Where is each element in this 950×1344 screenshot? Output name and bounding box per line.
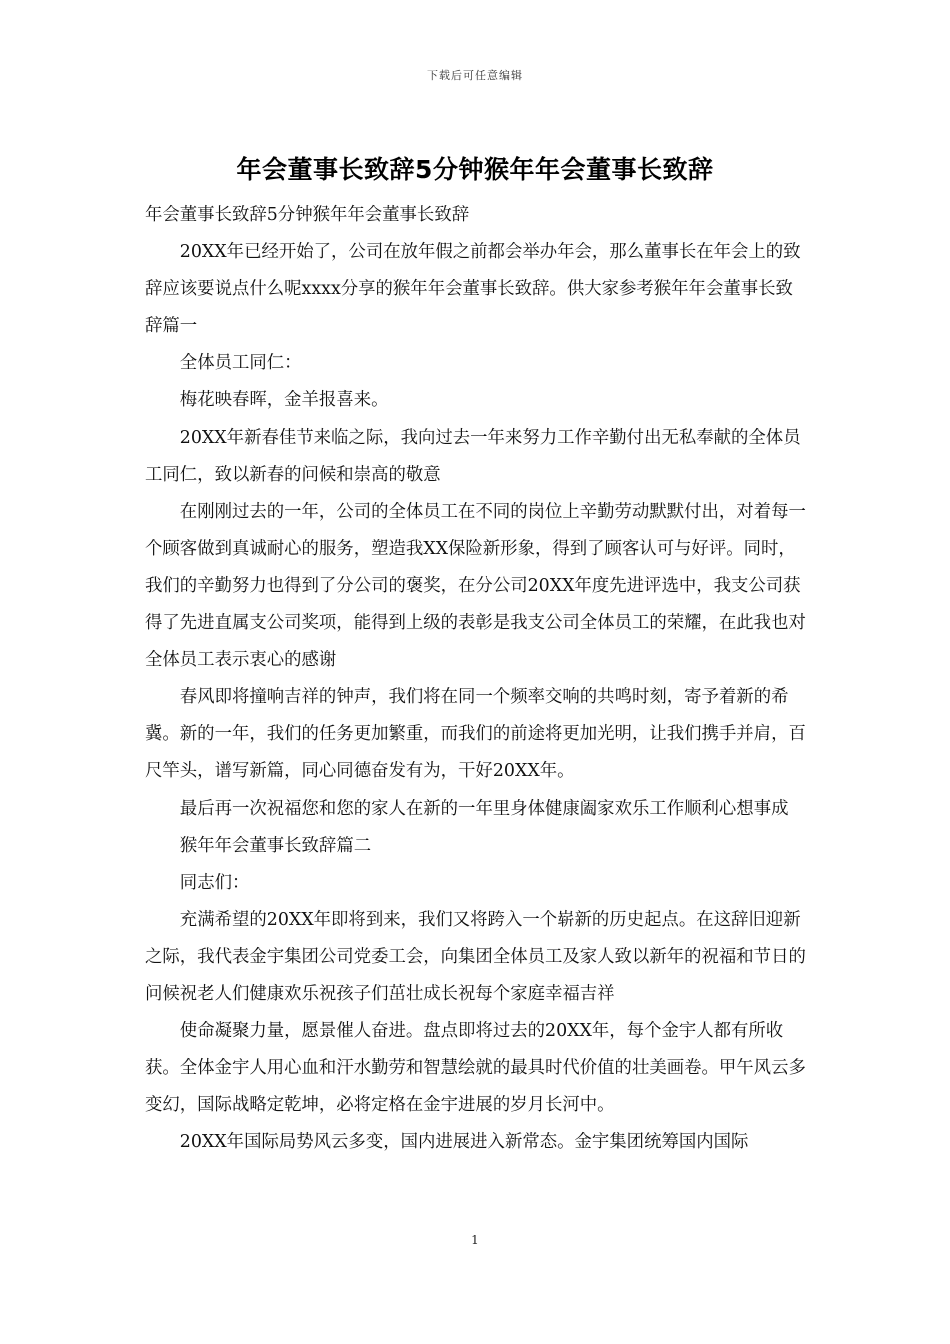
body-paragraph: 充满希望的20XX年即将到来，我们又将跨入一个崭新的历史起点。在这辞旧迎新之际，我代表金宇集团公司党委工会，向集团全体员工及家人致以新年的祝福和节日的问候祝老人们健康欢乐祝孩子们茁壮成长祝每个家庭幸福吉祥	[145, 909, 806, 1004]
body-paragraph: 最后再一次祝福您和您的家人在新的一年里身体健康阖家欢乐工作顺利心想事成	[179, 798, 789, 819]
body-paragraph: 春风即将撞响吉祥的钟声，我们将在同一个频率交响的共鸣时刻，寄予着新的希冀。新的一年，我们的任务更加繁重，而我们的前途将更加光明，让我们携手并肩，百尺竿头，谱写新篇，同心同德奋发有为，干好20XX年。	[145, 687, 806, 782]
page-number: 1	[471, 1233, 479, 1247]
body-paragraph: 20XX年国际局势风云多变，国内进展进入新常态。金宇集团统筹国内国际	[179, 1132, 749, 1153]
page-header-note: 下载后可任意编辑	[427, 69, 523, 82]
section-heading: 猴年年会董事长致辞篇二	[179, 835, 372, 856]
body-paragraph: 20XX年新春佳节来临之际，我向过去一年来努力工作辛勤付出无私奉献的全体员工同仁，致以新春的问候和崇高的敬意	[145, 427, 801, 485]
body-paragraph: 梅花映春晖，金羊报喜来。	[179, 390, 389, 411]
body-paragraph: 在刚刚过去的一年，公司的全体员工在不同的岗位上辛勤劳动默默付出，对着每一个顾客做到真诚耐心的服务，塑造我XX保险新形象，得到了顾客认可与好评。同时，我们的辛勤努力也得到了分公司的褒奖，在分公司20XX年度先进评选中，我支公司获得了先进直属支公司奖项，能得到上级的表彰是我支公司全体员工的荣耀，在此我也对全体员工表示衷心的感谢	[145, 501, 806, 671]
document-title: 年会董事长致辞5分钟猴年年会董事长致辞	[236, 155, 714, 184]
body-paragraph: 使命凝聚力量，愿景催人奋进。盘点即将过去的20XX年，每个金宇人都有所收获。全体金宇人用心血和汗水勤劳和智慧绘就的最具时代价值的壮美画卷。甲午风云多变幻，国际战略定乾坤，必将定格在金宇进展的岁月长河中。	[145, 1021, 806, 1116]
body-paragraph: 同志们：	[179, 872, 250, 893]
body-paragraph: 全体员工同仁：	[179, 353, 302, 374]
body-paragraph: 20XX年已经开始了，公司在放年假之前都会举办年会，那么董事长在年会上的致辞应该要说点什么呢xxxx分享的猴年年会董事长致辞。供大家参考猴年年会董事长致辞篇一	[145, 242, 801, 337]
body-paragraph: 年会董事长致辞5分钟猴年年会董事长致辞	[145, 205, 470, 225]
document-body	[145, 197, 810, 1161]
